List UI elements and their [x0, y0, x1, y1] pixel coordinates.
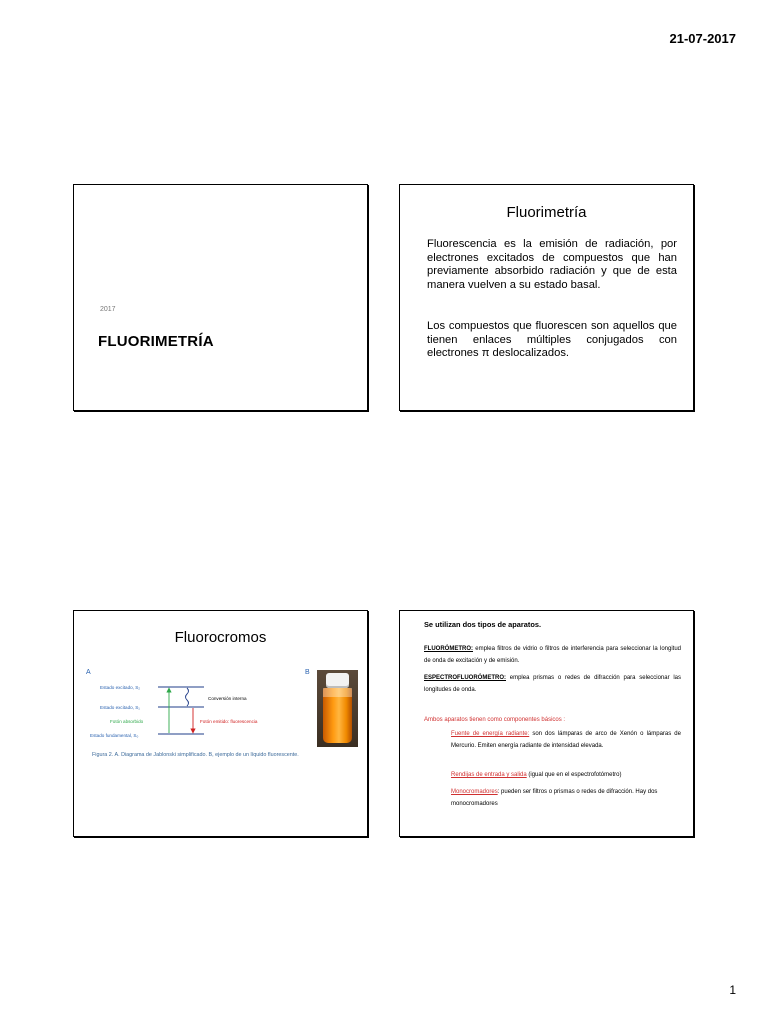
page-number: 1 [729, 983, 736, 997]
monocromadores-desc: : pueden ser filtros o prismas o redes de difracción. Hay dos monocromadores [451, 789, 658, 807]
figure-caption: Figura 2. A. Diagrama de Jablonski simplificado. B, ejemplo de un líquido fluorescente. [92, 752, 299, 758]
vial-cap [326, 673, 349, 688]
espectrofluorometro-label: ESPECTROFLUORÓMETRO: [424, 675, 506, 681]
label-s0: Estado fundamental, S₀ [90, 733, 139, 738]
fluorescent-vial-photo [317, 670, 358, 747]
monocromadores-label: Monocromadores [451, 789, 498, 795]
slide-fluorimetria [399, 184, 694, 411]
label-internal: Conversión interna [208, 696, 247, 701]
label-s1: Estado excitado, S₁ [100, 705, 140, 710]
fluorometro-text [424, 644, 681, 667]
slide-heading: Fluorocromos [174, 629, 267, 646]
internal-conversion-wave [186, 688, 189, 706]
header-date: 21-07-2017 [669, 31, 736, 46]
slide-heading: Fluorimetría [506, 204, 587, 221]
slide-fluorocromos [73, 610, 368, 837]
label-s2: Estado excitado, S₂ [100, 685, 141, 690]
component-fuente [451, 729, 681, 752]
rendijas-desc: (igual que en el espectrofotómetro) [526, 772, 622, 778]
label-emitted: Fotón emitido: fluorescencia [200, 719, 258, 724]
components-intro: Ambos aparatos tienen como componentes básicos : [424, 717, 566, 723]
component-rendijas [451, 770, 681, 782]
slide-year: 2017 [100, 306, 116, 313]
fuente-label: Fuente de energía radiante: [451, 731, 530, 737]
rendijas-label: Rendijas de entrada y salida [451, 772, 527, 778]
slide-main-title: FLUORIMETRÍA [98, 333, 214, 350]
label-a: A [86, 669, 91, 676]
compounds-paragraph: Los compuestos que fluorescen son aquellos que tienen enlaces múltiples conjugados con electrones π deslocalizados. [427, 320, 677, 360]
espectrofluorometro-text [424, 673, 681, 696]
slide-aparatos [399, 610, 694, 837]
fluorometro-label: FLUORÓMETRO: [424, 646, 473, 652]
component-monocromadores [451, 787, 681, 810]
espectrofluorometro-desc: emplea prismas o redes de difracción para seleccionar las longitudes de onda. [424, 675, 681, 693]
label-b: B [305, 669, 310, 676]
slide-heading: Se utilizan dos tipos de aparatos. [424, 620, 542, 629]
slide-title [73, 184, 368, 411]
vial-reflection [323, 688, 352, 697]
definition-paragraph: Fluorescencia es la emisión de radiación, por electrones excitados de compuestos que han previamente absorbido radiación y que de esta manera vuelven a su estado basal. [427, 238, 677, 291]
fluorometro-desc: emplea filtros de vidrio o filtros de interferencia para seleccionar la longitud de onda de excitación y de emisión. [424, 646, 681, 664]
jablonski-diagram [83, 665, 318, 763]
label-absorbed: Fotón absorbido [110, 719, 144, 724]
fuente-desc: son dos lámparas de arco de Xenón o lámparas de Mercurio. Emiten energía radiante de intensidad elevada. [451, 731, 681, 749]
